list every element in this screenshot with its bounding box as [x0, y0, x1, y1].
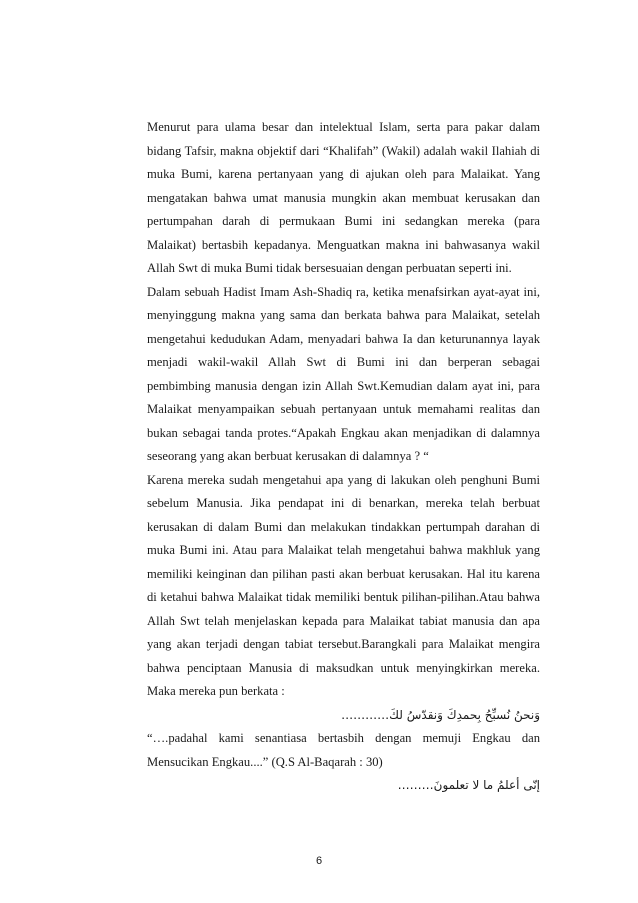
paragraph-angels-knowledge: Karena mereka sudah mengetahui apa yang di lakukan oleh penghuni Bumi sebelum Manusia. Jika pendapat ini di benarkan, mereka telah berbuat kerusakan di dalam Bumi dan melakukan tindakkan pertumpah darahan di muka Bumi ini. Atau para Malaikat telah mengetahui bahwa makhluk yang memiliki keinginan dan pilihan pasti akan berbuat kerusakan. Hal itu karena di ketahui bahwa Malaikat tidak memiliki bentuk pilihan-pilihan.Atau bahwa Allah Swt telah menjelaskan kepada para Malaikat tabiat manusia dan apa yang akan terjadi dengan tabiat tersebut.Barangkali para Malaikat mengira bahwa penciptaan Manusia di maksudkan untuk menyingkirkan mereka. Maka mereka pun berkata : — [147, 472, 540, 698]
body-text — [147, 116, 540, 798]
page-number: 6 — [315, 855, 323, 867]
arabic-verse-knowledge: إنّى أعلمُ ما لا تعلمونَ……… — [397, 778, 540, 792]
arabic-verse-praise: وَنحنُ نُسبِّحُ بِحمدِكَ وَنقدّسُ لكَ………… — [341, 707, 540, 722]
paragraph-khalifah-meaning: Menurut para ulama besar dan intelektual Islam, serta para pakar dalam bidang Tafsir, makna objektif dari “Khalifah” (Wakil) adalah wakil Ilahiah di muka Bumi, karena pertanyaan yang di ajukan oleh para Malaikat. Yang mengatakan bahwa umat manusia mungkin akan membuat kerusakan dan pertumpahan darah di permukaan Bumi ini sedangkan mereka (para Malaikat) bertasbih kepadanya. Menguatkan makna ini bahwasanya wakil Allah Swt di muka Bumi tidak bersesuaian dengan perbuatan seperti ini. — [147, 120, 540, 275]
verse-translation: “….padahal kami senantiasa bertasbih dengan memuji Engkau dan Mensucikan Engkau....” (Q.S Al-Baqarah : 30) — [147, 731, 540, 769]
paragraph-hadith: Dalam sebuah Hadist Imam Ash-Shadiq ra, ketika menafsirkan ayat-ayat ini, menyinggung makna yang sama dan berkata bahwa para Malaikat, setelah mengetahui kedudukan Adam, menyadari bahwa Ia dan keturunannya layak menjadi wakil-wakil Allah Swt di Bumi ini dan berperan sebagai pembimbing manusia dengan izin Allah Swt.Kemudian dalam ayat ini, para Malaikat menyampaikan sebuah pertanyaan untuk memahami realitas dan bukan sebagai tanda protes.“Apakah Engkau akan menjadikan di dalamnya seseorang yang akan berbuat kerusakan di dalamnya ? “ — [147, 284, 540, 463]
